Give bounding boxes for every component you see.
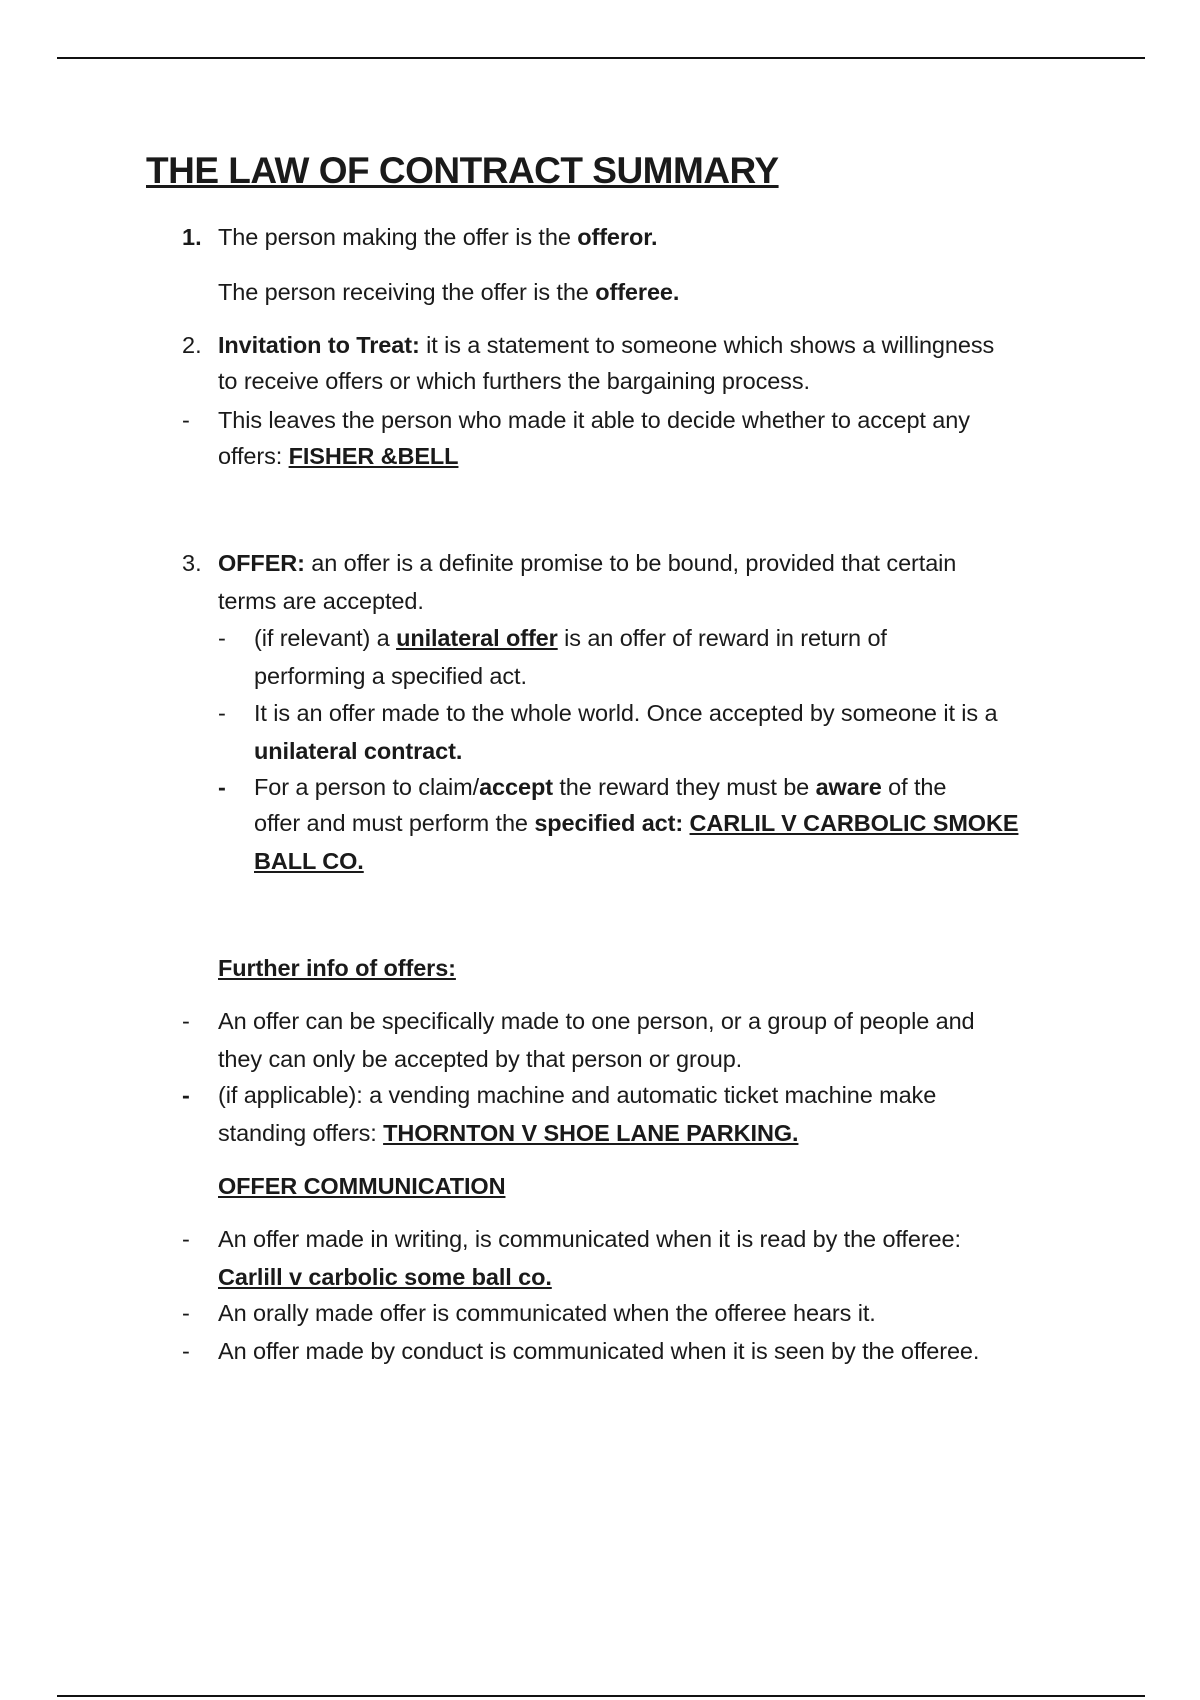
item-3-bullet-2-mark: -: [218, 700, 226, 726]
header-rule: [57, 57, 1145, 59]
item-3-bullet-1-line-2: performing a specified act.: [254, 663, 527, 689]
offer-communication-heading: OFFER COMMUNICATION: [218, 1173, 506, 1199]
item-3-number: 3.: [182, 550, 202, 576]
item-2-line-2: to receive offers or which furthers the bargaining process.: [218, 368, 810, 394]
item-3-line-1-text: an offer is a definite promise to be bound, provided that certain: [304, 550, 957, 576]
item-3-bullet-3-pre: For a person to claim/: [254, 774, 480, 800]
unilateral-offer-term: unilateral offer: [396, 625, 558, 651]
case-fisher-bell: FISHER &BELL: [288, 443, 459, 469]
comm-bullet-1-line-1: An offer made in writing, is communicated when it is read by the offeree:: [218, 1226, 961, 1252]
item-1-line-2: [218, 277, 679, 307]
item-3-bullet-3-post: of the: [881, 774, 947, 800]
specified-act-term: specified act:: [534, 810, 684, 836]
item-3-term: OFFER:: [218, 550, 305, 576]
item-3-bullet-3-line-2: [254, 808, 1018, 838]
further-bullet-2-mark: -: [182, 1082, 190, 1108]
item-2-bullet-mark: -: [182, 407, 190, 433]
footer-rule: [57, 1695, 1145, 1697]
case-carlil-line-2: BALL CO.: [254, 848, 364, 874]
further-bullet-2-line-2-pre: standing offers:: [218, 1120, 384, 1146]
item-3-bullet-3-mid: the reward they must be: [552, 774, 816, 800]
case-thornton: THORNTON V SHOE LANE PARKING.: [383, 1120, 799, 1146]
comm-bullet-3-mark: -: [182, 1338, 190, 1364]
item-1-offeror: offeror.: [577, 224, 658, 250]
item-3-line-1: [218, 548, 956, 578]
comm-bullet-2-mark: -: [182, 1300, 190, 1326]
further-bullet-1-line-2: they can only be accepted by that person or group.: [218, 1046, 743, 1072]
item-2-bullet-line-2: [218, 441, 458, 471]
item-3-line-2: terms are accepted.: [218, 588, 424, 614]
further-bullet-1-mark: -: [182, 1008, 190, 1034]
item-1-line-1-text: The person making the offer is the: [218, 224, 578, 250]
case-carlil-line-1: CARLIL V CARBOLIC SMOKE: [689, 810, 1019, 836]
further-bullet-1-line-1: An offer can be specifically made to one person, or a group of people and: [218, 1008, 975, 1034]
item-3-bullet-1-pre: (if relevant) a: [254, 625, 397, 651]
item-3-bullet-1-line-1: [254, 623, 887, 653]
item-3-bullet-1-mark: -: [218, 625, 226, 651]
item-1-offeree: offeree.: [595, 279, 680, 305]
page-title: THE LAW OF CONTRACT SUMMARY: [146, 150, 779, 191]
aware-term: aware: [815, 774, 882, 800]
item-2-number: 2.: [182, 332, 202, 358]
item-2-bullet-line-2-text: offers:: [218, 443, 289, 469]
item-3-bullet-2-line-1: It is an offer made to the whole world. Once accepted by someone it is a: [254, 700, 998, 726]
item-2-line-1: [218, 330, 994, 360]
item-1-number: 1.: [182, 224, 202, 250]
case-carlill-carbolic: Carlill v carbolic some ball co.: [218, 1264, 552, 1290]
unilateral-contract-term: unilateral contract.: [254, 738, 463, 764]
item-2-term: Invitation to Treat:: [218, 332, 420, 358]
item-3-bullet-3-mark: -: [218, 774, 226, 800]
item-1-line-2-text: The person receiving the offer is the: [218, 279, 596, 305]
item-3-bullet-3-line-2-pre: offer and must perform the: [254, 810, 535, 836]
item-1-line-1: [218, 222, 657, 252]
item-3-bullet-1-post: is an offer of reward in return of: [557, 625, 887, 651]
accept-term: accept: [479, 774, 553, 800]
comm-bullet-3-line: An offer made by conduct is communicated when it is seen by the offeree.: [218, 1338, 980, 1364]
comm-bullet-1-mark: -: [182, 1226, 190, 1252]
item-2-bullet-line-1: This leaves the person who made it able to decide whether to accept any: [218, 407, 970, 433]
item-2-line-1-text: it is a statement to someone which shows a willingness: [419, 332, 995, 358]
further-bullet-2-line-1: (if applicable): a vending machine and automatic ticket machine make: [218, 1082, 937, 1108]
further-info-heading: Further info of offers:: [218, 955, 456, 981]
further-bullet-2-line-2: [218, 1118, 798, 1148]
item-3-bullet-3-line-1: [254, 772, 946, 802]
comm-bullet-2-line: An orally made offer is communicated when the offeree hears it.: [218, 1300, 876, 1326]
